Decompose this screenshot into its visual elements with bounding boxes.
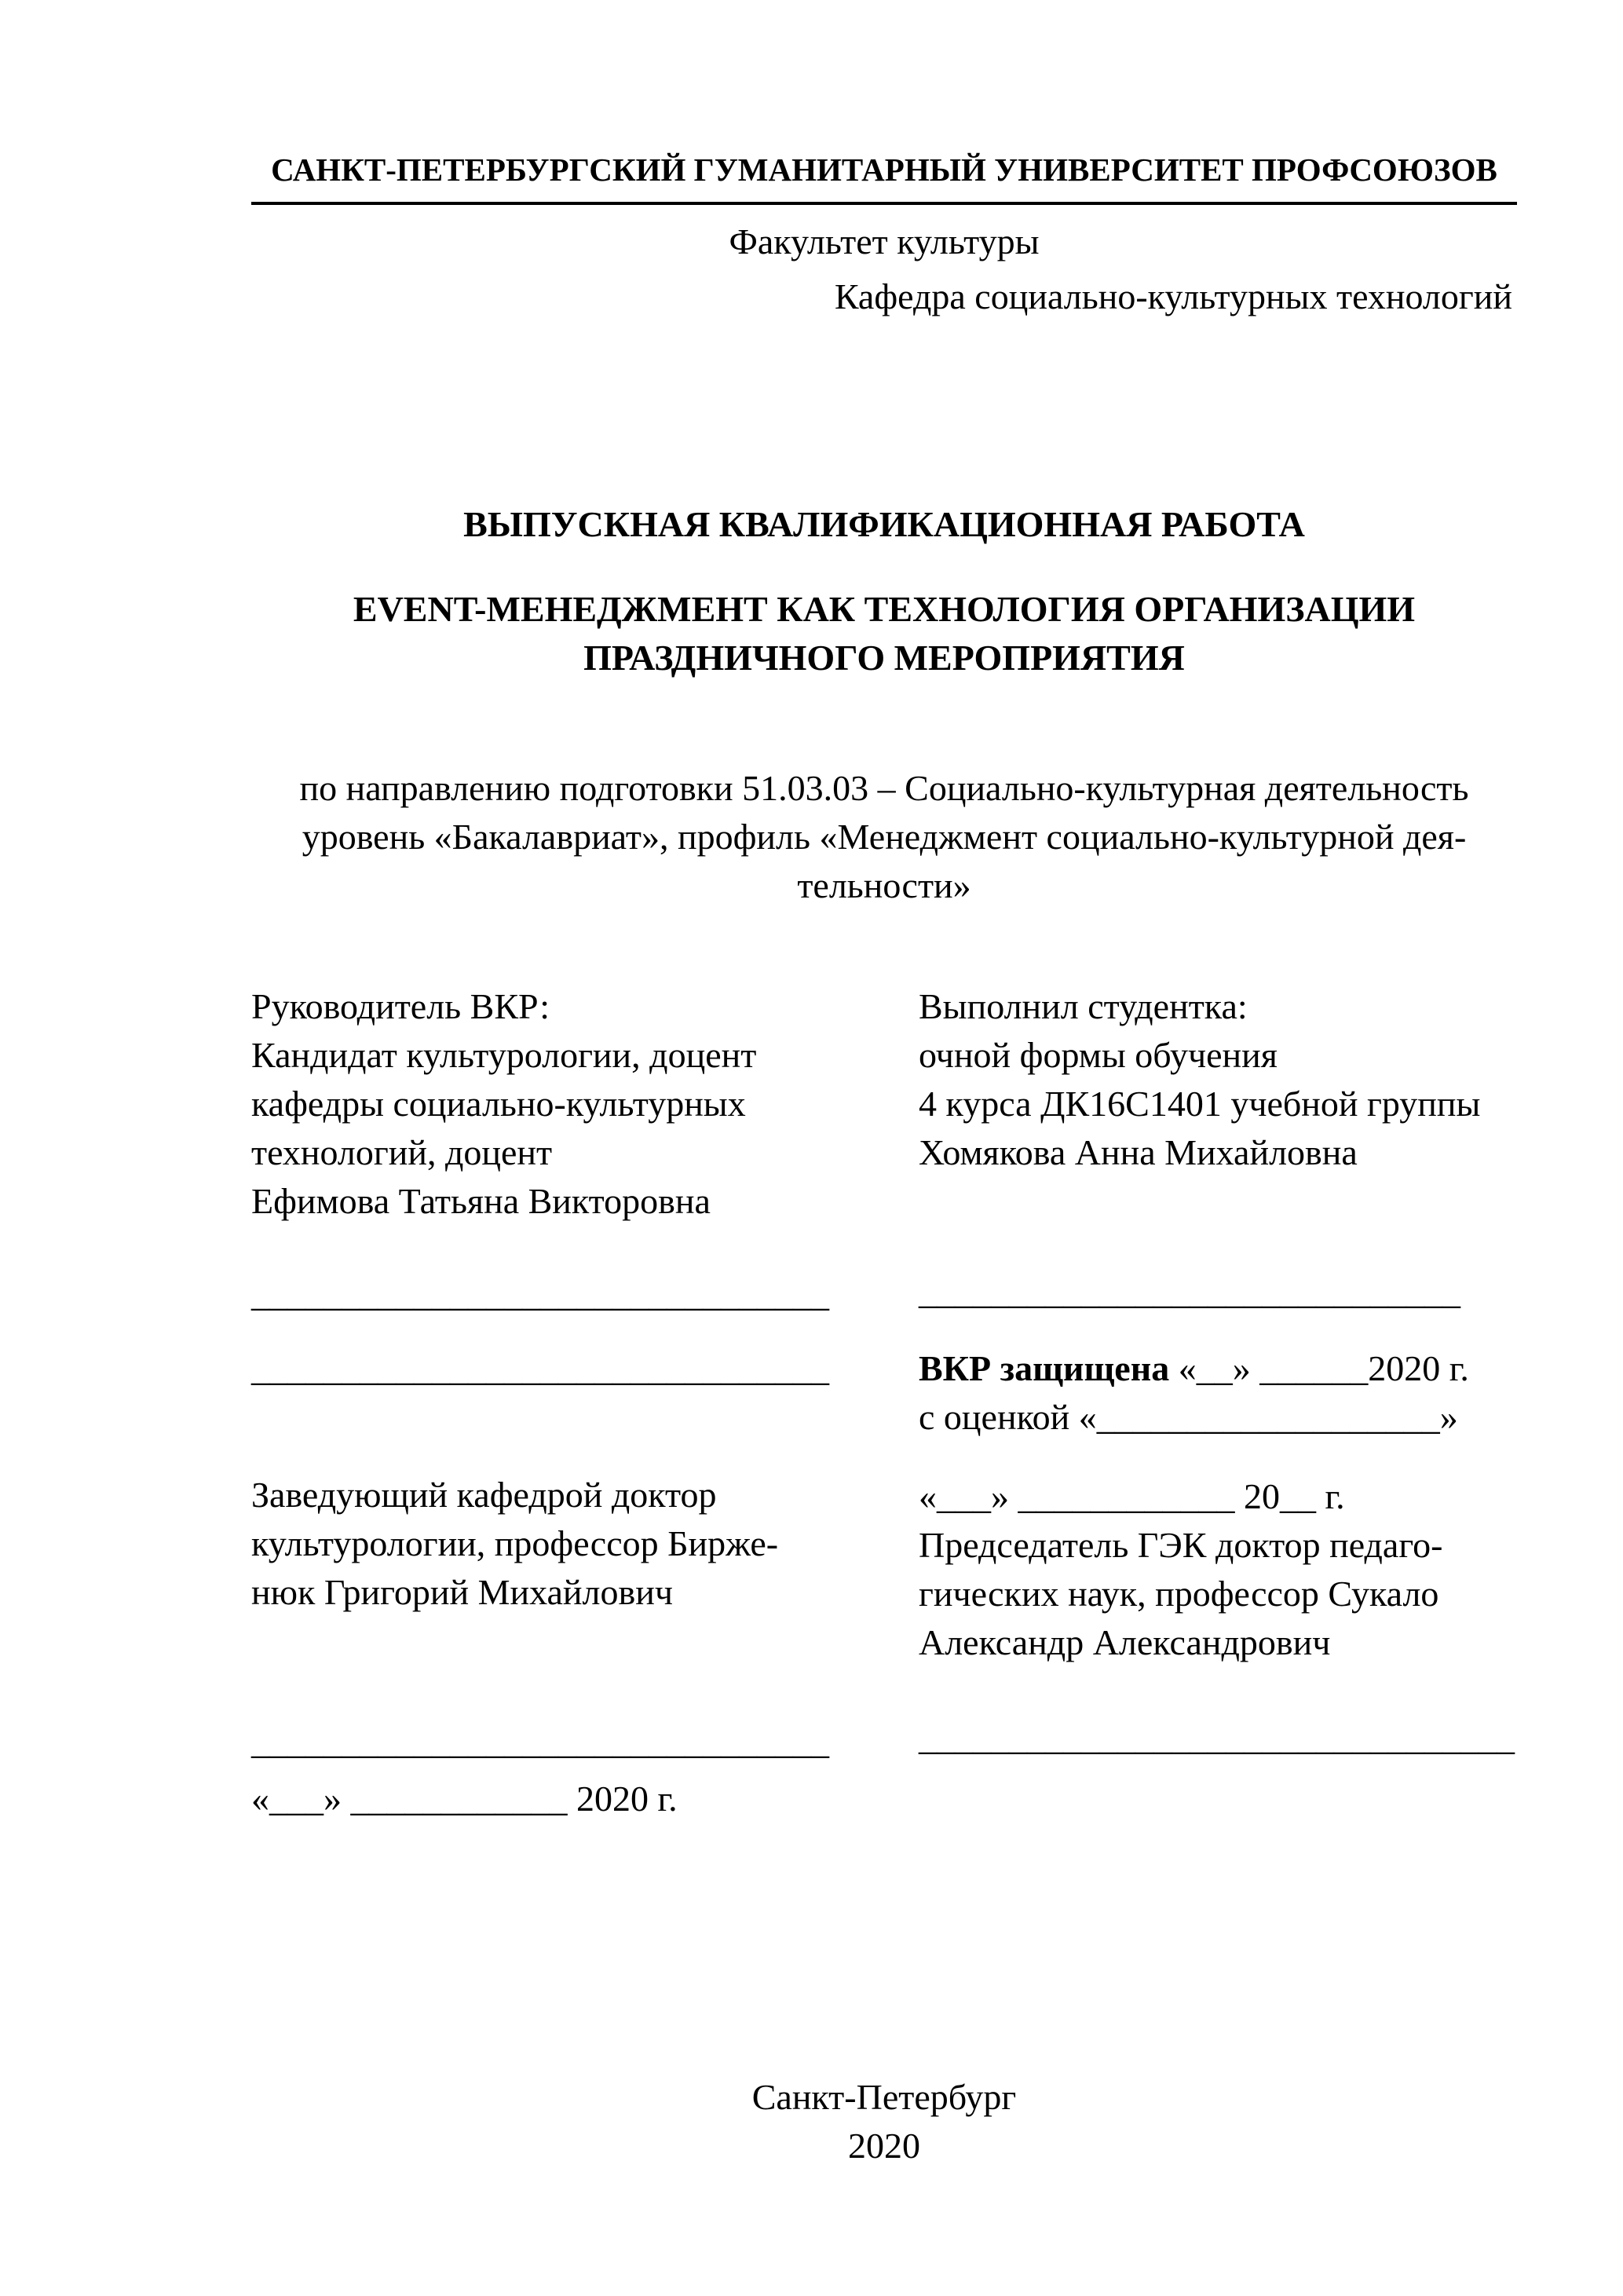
head-of-department-block <box>251 1471 919 1617</box>
department-name: Кафедра социально-культурных технологий <box>834 276 1512 316</box>
supervisor-line: Ефимова Татьяна Викторовна <box>251 1181 711 1221</box>
student-line: очной формы обучения <box>919 1035 1278 1075</box>
supervisor-line: Руководитель ВКР: <box>251 986 550 1026</box>
thesis-title <box>251 585 1517 682</box>
footer-city: Санкт-Петербург <box>751 2077 1017 2117</box>
defense-line <box>919 1344 1517 1393</box>
student-block <box>919 982 1517 1177</box>
program-info <box>251 764 1517 910</box>
thesis-title-line: EVENT-МЕНЕДЖМЕНТ КАК ТЕХНОЛОГИЯ ОРГАНИЗАЦИИ <box>353 589 1416 629</box>
chairman-block <box>919 1472 1517 1667</box>
supervisor-column <box>251 982 919 1823</box>
student-line: 4 курса ДК16С1401 учебной группы <box>919 1084 1481 1124</box>
chairman-line: Александр Александрович <box>919 1622 1331 1662</box>
supervisor-line: кафедры социально-культурных <box>251 1084 746 1124</box>
footer <box>251 2073 1517 2170</box>
defense-date: «__» ______2020 г. <box>1169 1348 1469 1388</box>
supervisor-block <box>251 982 919 1226</box>
signature-columns <box>251 982 1517 1823</box>
head-of-department-line: Заведующий кафедрой доктор <box>251 1475 717 1515</box>
student-line: Выполнил студентка: <box>919 986 1248 1026</box>
chairman-line: «___» ____________ 20__ г. <box>919 1476 1345 1516</box>
defense-grade-line: с оценкой «___________________» <box>919 1397 1458 1437</box>
chairman-line: Председатель ГЭК доктор педаго- <box>919 1525 1443 1565</box>
defense-label: ВКР защищена <box>919 1348 1170 1388</box>
program-line: тельности» <box>797 865 971 905</box>
head-of-department-line: культурологии, профессор Бирже- <box>251 1523 779 1563</box>
program-line: уровень «Бакалавриат», профиль «Менеджмент социально-культурной дея- <box>302 817 1467 857</box>
defense-block <box>919 1344 1517 1442</box>
signature-line: _________________________________ <box>919 1717 1515 1757</box>
head-of-department-line: нюк Григорий Михайлович <box>251 1572 673 1612</box>
supervisor-line: технологий, доцент <box>251 1132 553 1172</box>
program-line: по направлению подготовки 51.03.03 – Социально-культурная деятельность <box>299 768 1469 808</box>
signature-line: ________________________________ <box>251 1274 829 1314</box>
work-type-heading: ВЫПУСКНАЯ КВАЛИФИКАЦИОННАЯ РАБОТА <box>463 504 1305 544</box>
faculty-name: Факультет культуры <box>729 221 1040 261</box>
student-column <box>919 982 1517 1823</box>
supervisor-line: Кандидат культурологии, доцент <box>251 1035 757 1075</box>
signature-line: ________________________________ <box>251 1721 829 1761</box>
date-line: «___» ____________ 2020 г. <box>251 1779 678 1819</box>
signature-line: ________________________________ <box>251 1348 829 1388</box>
university-name: САНКТ-ПЕТЕРБУРГСКИЙ ГУМАНИТАРНЫЙ УНИВЕРСИТЕТ ПРОФСОЮЗОВ <box>251 145 1517 205</box>
signature-line: ______________________________ <box>919 1271 1460 1311</box>
thesis-title-line: ПРАЗДНИЧНОГО МЕРОПРИЯТИЯ <box>583 638 1185 678</box>
footer-year: 2020 <box>848 2126 920 2166</box>
page-content <box>251 145 1517 1823</box>
chairman-line: гических наук, профессор Сукало <box>919 1574 1439 1614</box>
student-line: Хомякова Анна Михайловна <box>919 1132 1358 1172</box>
